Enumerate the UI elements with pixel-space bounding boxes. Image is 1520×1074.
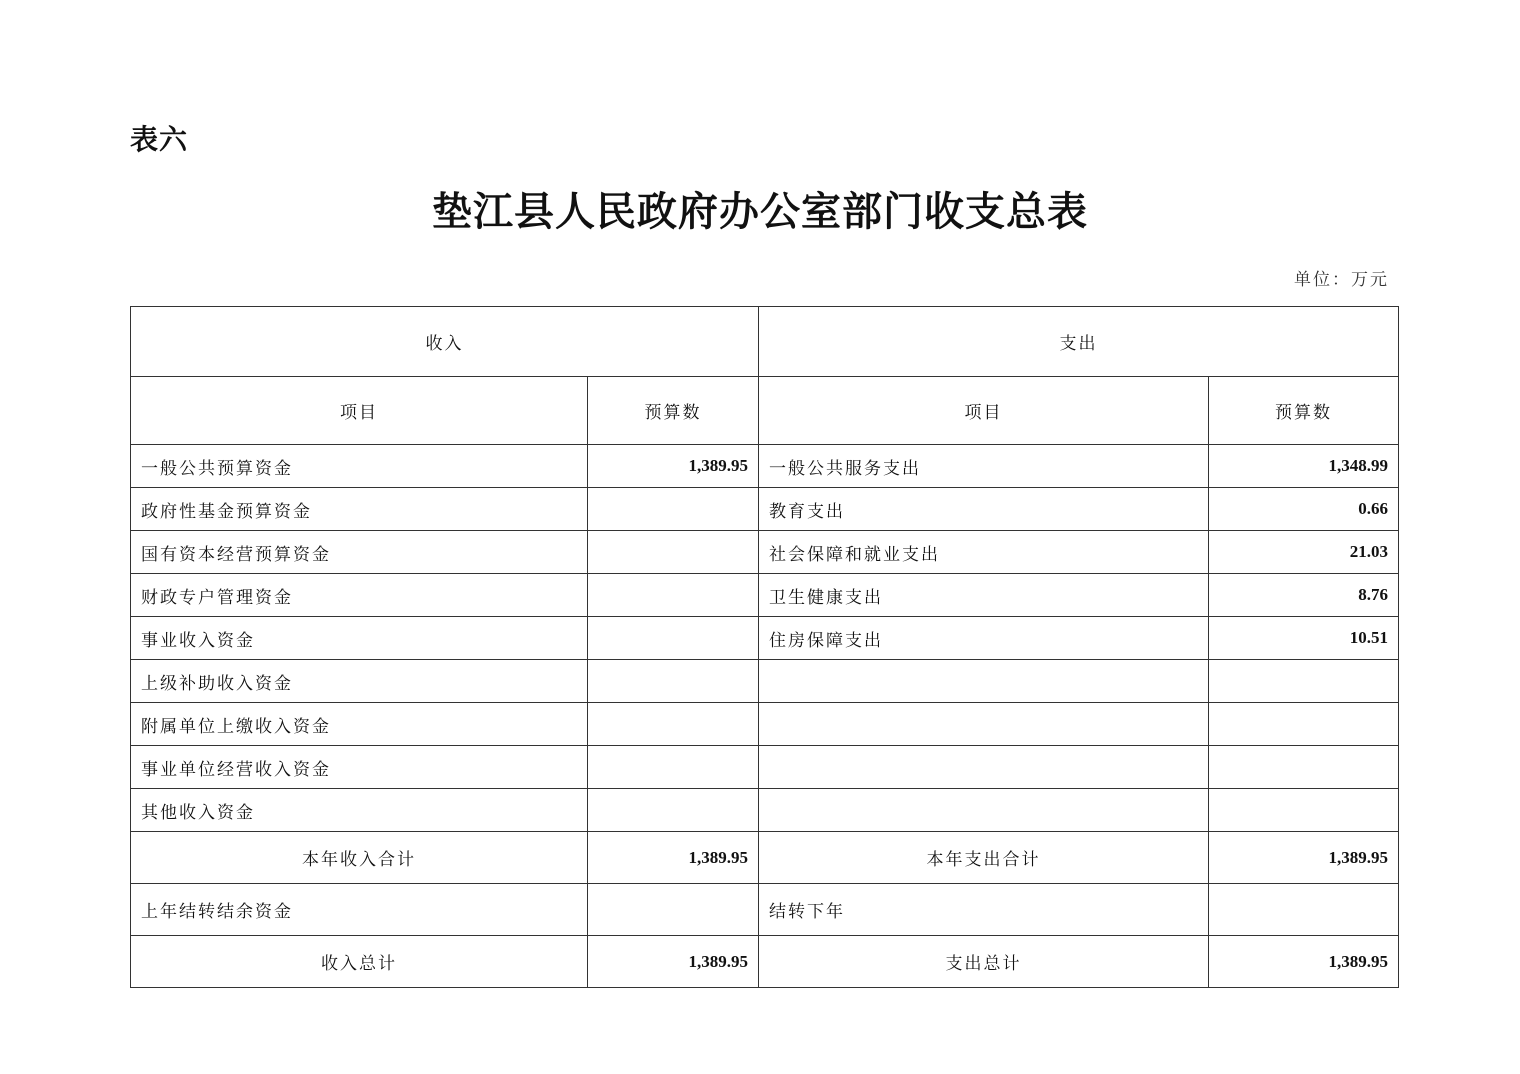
- income-year-total-value: 1,389.95: [588, 832, 759, 884]
- table-row: [131, 660, 1399, 703]
- budget-table: [130, 306, 1399, 988]
- expense-grand-total-label: 支出总计: [759, 936, 1209, 988]
- expense-value: 21.03: [1209, 531, 1399, 574]
- expense-item: 一般公共服务支出: [759, 445, 1209, 488]
- header-row-sections: [131, 307, 1399, 377]
- expense-value: 0.66: [1209, 488, 1399, 531]
- header-expense: 支出: [759, 307, 1399, 377]
- document-title: 垫江县人民政府办公室部门收支总表: [432, 188, 1088, 235]
- grand-total-row: [131, 936, 1399, 988]
- income-value: [588, 574, 759, 617]
- expense-item: 社会保障和就业支出: [759, 531, 1209, 574]
- expense-carry-value: [1209, 884, 1399, 936]
- expense-year-total-value: 1,389.95: [1209, 832, 1399, 884]
- income-carry-label: 上年结转结余资金: [131, 884, 588, 936]
- expense-value: 1,348.99: [1209, 445, 1399, 488]
- income-item: 政府性基金预算资金: [131, 488, 588, 531]
- table-row: [131, 574, 1399, 617]
- income-value: [588, 746, 759, 789]
- table-row: [131, 746, 1399, 789]
- header-expense-item: 项目: [759, 377, 1209, 445]
- header-income-budget: 预算数: [588, 377, 759, 445]
- income-value: [588, 660, 759, 703]
- expense-value: [1209, 703, 1399, 746]
- income-value: [588, 488, 759, 531]
- expense-value: [1209, 789, 1399, 832]
- expense-value: 10.51: [1209, 617, 1399, 660]
- table-row: [131, 703, 1399, 746]
- expense-carry-label: 结转下年: [759, 884, 1209, 936]
- income-item: 其他收入资金: [131, 789, 588, 832]
- year-total-row: [131, 832, 1399, 884]
- expense-item: [759, 703, 1209, 746]
- expense-value: 8.76: [1209, 574, 1399, 617]
- income-item: 事业收入资金: [131, 617, 588, 660]
- expense-year-total-label: 本年支出合计: [759, 832, 1209, 884]
- table-row: [131, 445, 1399, 488]
- header-row-columns: [131, 377, 1399, 445]
- table-row: [131, 488, 1399, 531]
- table-row: [131, 617, 1399, 660]
- income-value: [588, 703, 759, 746]
- income-value: [588, 617, 759, 660]
- expense-item: [759, 789, 1209, 832]
- expense-value: [1209, 660, 1399, 703]
- table-row: [131, 531, 1399, 574]
- income-grand-total-label: 收入总计: [131, 936, 588, 988]
- income-item: 上级补助收入资金: [131, 660, 588, 703]
- income-carry-value: [588, 884, 759, 936]
- header-income: 收入: [131, 307, 759, 377]
- table-label: 表六: [130, 123, 189, 156]
- income-item: 财政专户管理资金: [131, 574, 588, 617]
- income-item: 国有资本经营预算资金: [131, 531, 588, 574]
- income-item: 一般公共预算资金: [131, 445, 588, 488]
- income-item: 附属单位上缴收入资金: [131, 703, 588, 746]
- expense-grand-total-value: 1,389.95: [1209, 936, 1399, 988]
- income-value: 1,389.95: [588, 445, 759, 488]
- expense-item: [759, 746, 1209, 789]
- header-expense-budget: 预算数: [1209, 377, 1399, 445]
- income-value: [588, 789, 759, 832]
- unit-label: 单位：万元: [1294, 270, 1389, 290]
- table-row: [131, 789, 1399, 832]
- income-year-total-label: 本年收入合计: [131, 832, 588, 884]
- expense-item: 住房保障支出: [759, 617, 1209, 660]
- expense-item: 教育支出: [759, 488, 1209, 531]
- expense-item: 卫生健康支出: [759, 574, 1209, 617]
- expense-value: [1209, 746, 1399, 789]
- carry-over-row: [131, 884, 1399, 936]
- income-item: 事业单位经营收入资金: [131, 746, 588, 789]
- income-value: [588, 531, 759, 574]
- income-grand-total-value: 1,389.95: [588, 936, 759, 988]
- expense-item: [759, 660, 1209, 703]
- header-income-item: 项目: [131, 377, 588, 445]
